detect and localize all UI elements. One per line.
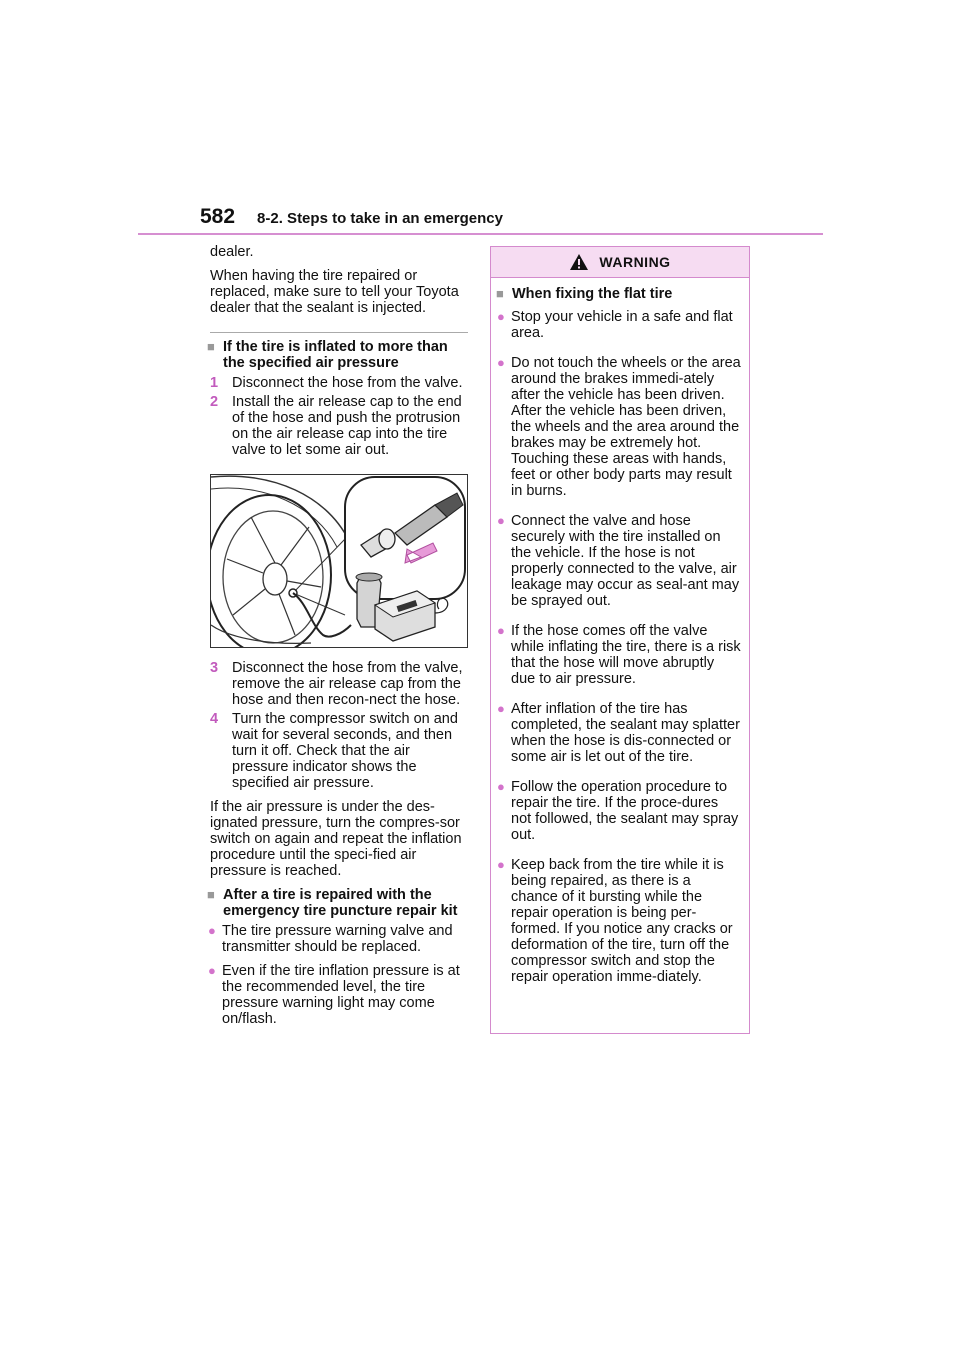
step-item <box>210 394 468 458</box>
warning-header <box>491 247 749 278</box>
square-bullet-icon: ■ <box>496 286 504 301</box>
subheading-text: After a tire is repaired with the emergency tire puncture repair kit <box>223 887 458 919</box>
step-number: 2 <box>210 394 219 410</box>
bullet-item <box>499 623 741 687</box>
subheading <box>496 286 741 302</box>
circle-bullet-icon: ● <box>497 779 505 794</box>
step-item <box>210 711 468 791</box>
circle-bullet-icon: ● <box>497 309 505 324</box>
page-header <box>200 205 503 229</box>
circle-bullet-icon: ● <box>497 623 505 638</box>
bullet-item <box>499 779 741 843</box>
warning-label: WARNING <box>599 254 671 270</box>
step-text: Disconnect the hose from the valve, remove the air release cap from the hose and then recon-nect the hose. <box>232 660 463 708</box>
tire-valve-illustration-icon <box>211 475 467 647</box>
bullet-text: Do not touch the wheels or the area around the brakes immedi-ately after the vehicle has been driven. After the vehicle has been driven, the wheels and the area around the brakes may be extremely hot. Touching these areas with hands, feet or other body parts may result in burns. <box>511 355 741 499</box>
subheading <box>207 339 468 371</box>
square-bullet-icon: ■ <box>207 339 215 354</box>
bullet-text: If the hose comes off the valve while inflating the tire, there is a risk that the hose will move abruptly due to air pressure. <box>511 623 741 687</box>
circle-bullet-icon: ● <box>208 923 216 938</box>
warning-box <box>490 246 750 1034</box>
warning-body <box>491 278 749 985</box>
step-text: Install the air release cap to the end of the hose and push the protrusion on the air release cap into the tire valve to let some air out. <box>232 394 462 458</box>
circle-bullet-icon: ● <box>497 857 505 872</box>
step-item <box>210 375 468 391</box>
bullet-text: Follow the operation procedure to repair the tire. If the proce-dures not followed, the sealant may spray out. <box>511 779 739 843</box>
bullet-text: Even if the tire inflation pressure is at the recommended level, the tire pressure warning light may come on/flash. <box>222 963 460 1027</box>
circle-bullet-icon: ● <box>208 963 216 978</box>
bullet-item <box>210 923 468 955</box>
step-number: 4 <box>210 711 219 727</box>
bullet-item <box>499 513 741 609</box>
left-column <box>207 244 468 1035</box>
paragraph: dealer. <box>210 244 254 260</box>
paragraph: If the air pressure is under the des-ignated pressure, turn the compres-sor switch on again and repeat the inflation procedure until the speci-fied air pressure is reached. <box>210 799 462 879</box>
bullet-text: Stop your vehicle in a safe and flat area. <box>511 309 733 341</box>
circle-bullet-icon: ● <box>497 355 505 370</box>
bullet-text: Connect the valve and hose securely with the tire installed on the vehicle. If the hose is not properly connected to the valve, air leakage may occur as seal-ant may be sprayed out. <box>511 513 740 609</box>
circle-bullet-icon: ● <box>497 701 505 716</box>
step-number: 3 <box>210 660 219 676</box>
square-bullet-icon: ■ <box>207 887 215 902</box>
step-text: Disconnect the hose from the valve. <box>232 375 463 391</box>
step-text: Turn the compressor switch on and wait for several seconds, and then turn it off. Check that the air pressure indicator shows the specified air pressure. <box>232 711 458 791</box>
bullet-text: Keep back from the tire while it is being repaired, as there is a chance of it bursting while the repair operation is being per-formed. If you notice any cracks or deformation of the tire, turn off the compressor switch and stop the repair operation imme-diately. <box>511 857 733 985</box>
section-title: 8-2. Steps to take in an emergency <box>257 210 503 227</box>
divider <box>210 332 468 333</box>
step-item <box>210 660 468 708</box>
tire-repair-illustration <box>210 474 468 648</box>
bullet-item <box>499 857 741 985</box>
header-rule <box>138 233 823 235</box>
step-number: 1 <box>210 375 219 391</box>
paragraph: When having the tire repaired or replaced, make sure to tell your Toyota dealer that the sealant is injected. <box>210 268 459 316</box>
warning-triangle-icon <box>569 253 589 271</box>
page-number: 582 <box>200 205 236 228</box>
bullet-item <box>499 355 741 499</box>
subheading-text: If the tire is inflated to more than the specified air pressure <box>223 339 448 371</box>
circle-bullet-icon: ● <box>497 513 505 528</box>
bullet-item <box>210 963 468 1027</box>
subheading <box>207 887 468 919</box>
subheading-text: When fixing the flat tire <box>512 286 673 302</box>
bullet-item <box>499 701 741 765</box>
bullet-text: After inflation of the tire has completed, the sealant may splatter when the hose is dis-connected or some air is let out of the tire. <box>511 701 740 765</box>
bullet-text: The tire pressure warning valve and transmitter should be replaced. <box>222 923 453 955</box>
bullet-item <box>499 309 741 341</box>
